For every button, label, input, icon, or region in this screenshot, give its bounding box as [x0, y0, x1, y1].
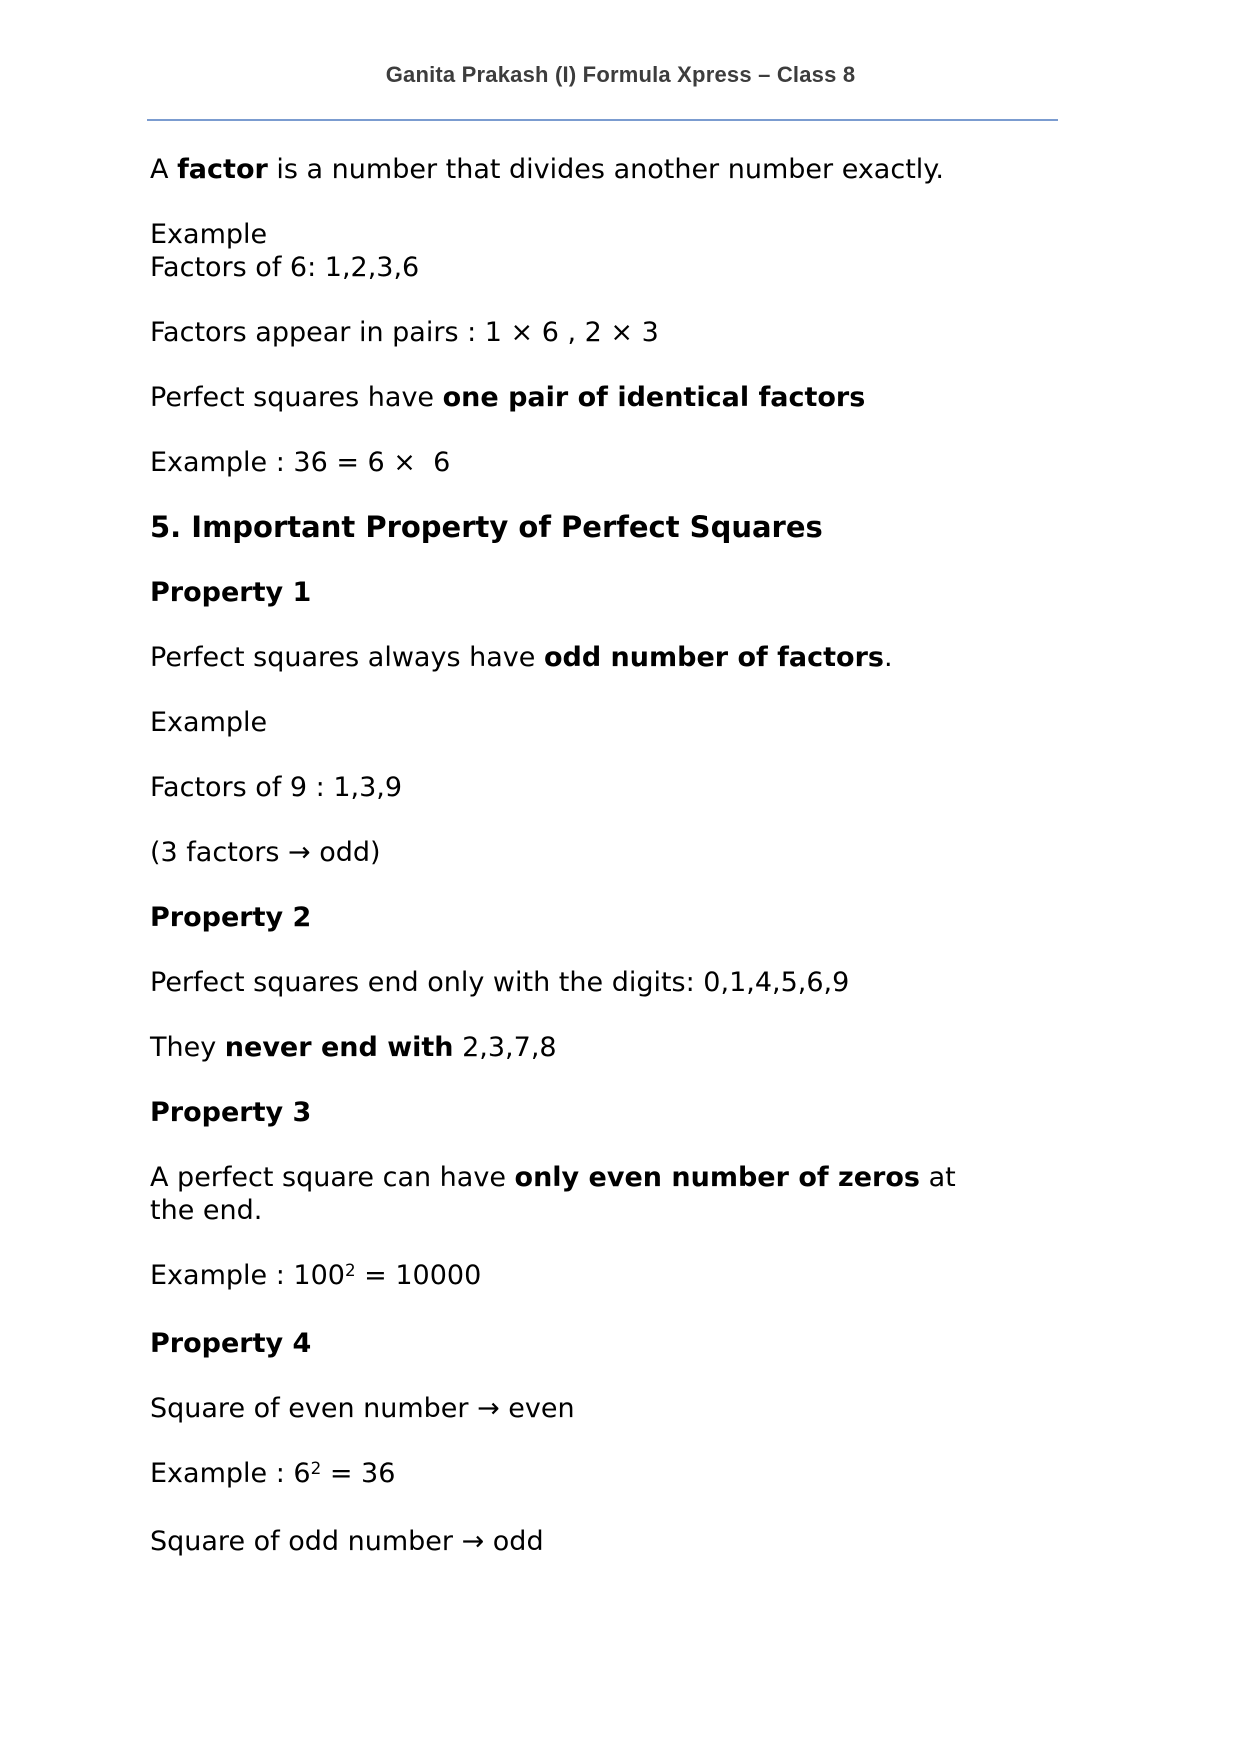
paragraph: [150, 218, 1110, 284]
text-line: [150, 771, 1110, 804]
document-body: [150, 153, 1110, 1590]
text-line: [150, 381, 1110, 414]
text-line: [150, 1327, 1110, 1360]
text-line: [150, 446, 1110, 479]
text-segment: Example: [150, 219, 268, 250]
text-line: [150, 706, 1110, 739]
text-line: [150, 1161, 1110, 1194]
text-segment: A perfect square can have: [150, 1162, 515, 1193]
heading: [150, 901, 1110, 934]
paragraph: [150, 316, 1110, 349]
text-segment: Example: [150, 707, 268, 738]
text-segment: 2: [344, 1260, 356, 1281]
paragraph: [150, 446, 1110, 479]
text-segment: Square of even number → even: [150, 1393, 575, 1424]
text-segment: 5. Important Property of Perfect Squares: [150, 510, 823, 544]
text-segment: Property 1: [150, 577, 312, 608]
text-segment: at: [919, 1162, 956, 1193]
text-segment: one pair of identical factors: [442, 382, 866, 413]
text-segment: only even number of zeros: [514, 1162, 920, 1193]
paragraph: [150, 1161, 1110, 1227]
paragraph: [150, 836, 1110, 869]
text-line: [150, 1525, 1110, 1558]
text-segment: Example : 6: [150, 1458, 311, 1489]
text-line: [150, 1031, 1110, 1064]
text-segment: 2: [310, 1458, 322, 1479]
text-segment: Perfect squares have: [150, 382, 443, 413]
paragraph: [150, 771, 1110, 804]
text-segment: Property 4: [150, 1328, 312, 1359]
text-line: [150, 1096, 1110, 1129]
text-segment: Factors appear in pairs : 1 × 6 , 2 × 3: [150, 317, 659, 348]
text-segment: They: [150, 1032, 225, 1063]
text-segment: 2,3,7,8: [453, 1032, 557, 1063]
text-segment: Property 2: [150, 902, 312, 933]
paragraph: [150, 641, 1110, 674]
heading: [150, 576, 1110, 609]
text-line: [150, 641, 1110, 674]
text-segment: = 10000: [355, 1260, 482, 1291]
text-line: [150, 153, 1110, 186]
text-segment: Factors of 9 : 1,3,9: [150, 772, 403, 803]
text-segment: A: [150, 154, 178, 185]
text-segment: is a number that divides another number exactly.: [267, 154, 944, 185]
heading: [150, 511, 1110, 544]
text-segment: Perfect squares end only with the digits: 0,1,4,5,6,9: [150, 967, 850, 998]
paragraph: [150, 1259, 1110, 1295]
text-segment: factor: [177, 154, 268, 185]
text-line: [150, 901, 1110, 934]
heading: [150, 1327, 1110, 1360]
text-line: [150, 251, 1110, 284]
text-segment: = 36: [321, 1458, 396, 1489]
text-segment: Example : 36 = 6 × 6: [150, 447, 451, 478]
text-line: [150, 966, 1110, 999]
text-line: [150, 1259, 1110, 1295]
header-rule: [147, 119, 1058, 121]
text-line: [150, 1392, 1110, 1425]
paragraph: [150, 966, 1110, 999]
text-line: [150, 511, 1110, 544]
paragraph: [150, 1525, 1110, 1558]
paragraph: [150, 381, 1110, 414]
text-line: [150, 576, 1110, 609]
paragraph: [150, 153, 1110, 186]
text-segment: odd number of factors: [543, 642, 884, 673]
text-segment: (3 factors → odd): [150, 837, 381, 868]
text-line: [150, 836, 1110, 869]
page-title: Ganita Prakash (I) Formula Xpress – Class 8: [385, 62, 856, 87]
paragraph: [150, 1031, 1110, 1064]
heading: [150, 1096, 1110, 1129]
text-segment: Perfect squares always have: [150, 642, 544, 673]
text-segment: Example : 100: [150, 1260, 345, 1291]
text-segment: Property 3: [150, 1097, 312, 1128]
text-segment: Square of odd number → odd: [150, 1526, 544, 1557]
text-segment: the end.: [150, 1195, 263, 1226]
text-line: [150, 1194, 1110, 1227]
paragraph: [150, 1392, 1110, 1425]
text-line: [150, 218, 1110, 251]
text-segment: .: [883, 642, 893, 673]
text-line: [150, 316, 1110, 349]
text-segment: never end with: [224, 1032, 454, 1063]
text-segment: Factors of 6: 1,2,3,6: [150, 252, 420, 283]
paragraph: [150, 706, 1110, 739]
text-line: [150, 1457, 1110, 1493]
paragraph: [150, 1457, 1110, 1493]
